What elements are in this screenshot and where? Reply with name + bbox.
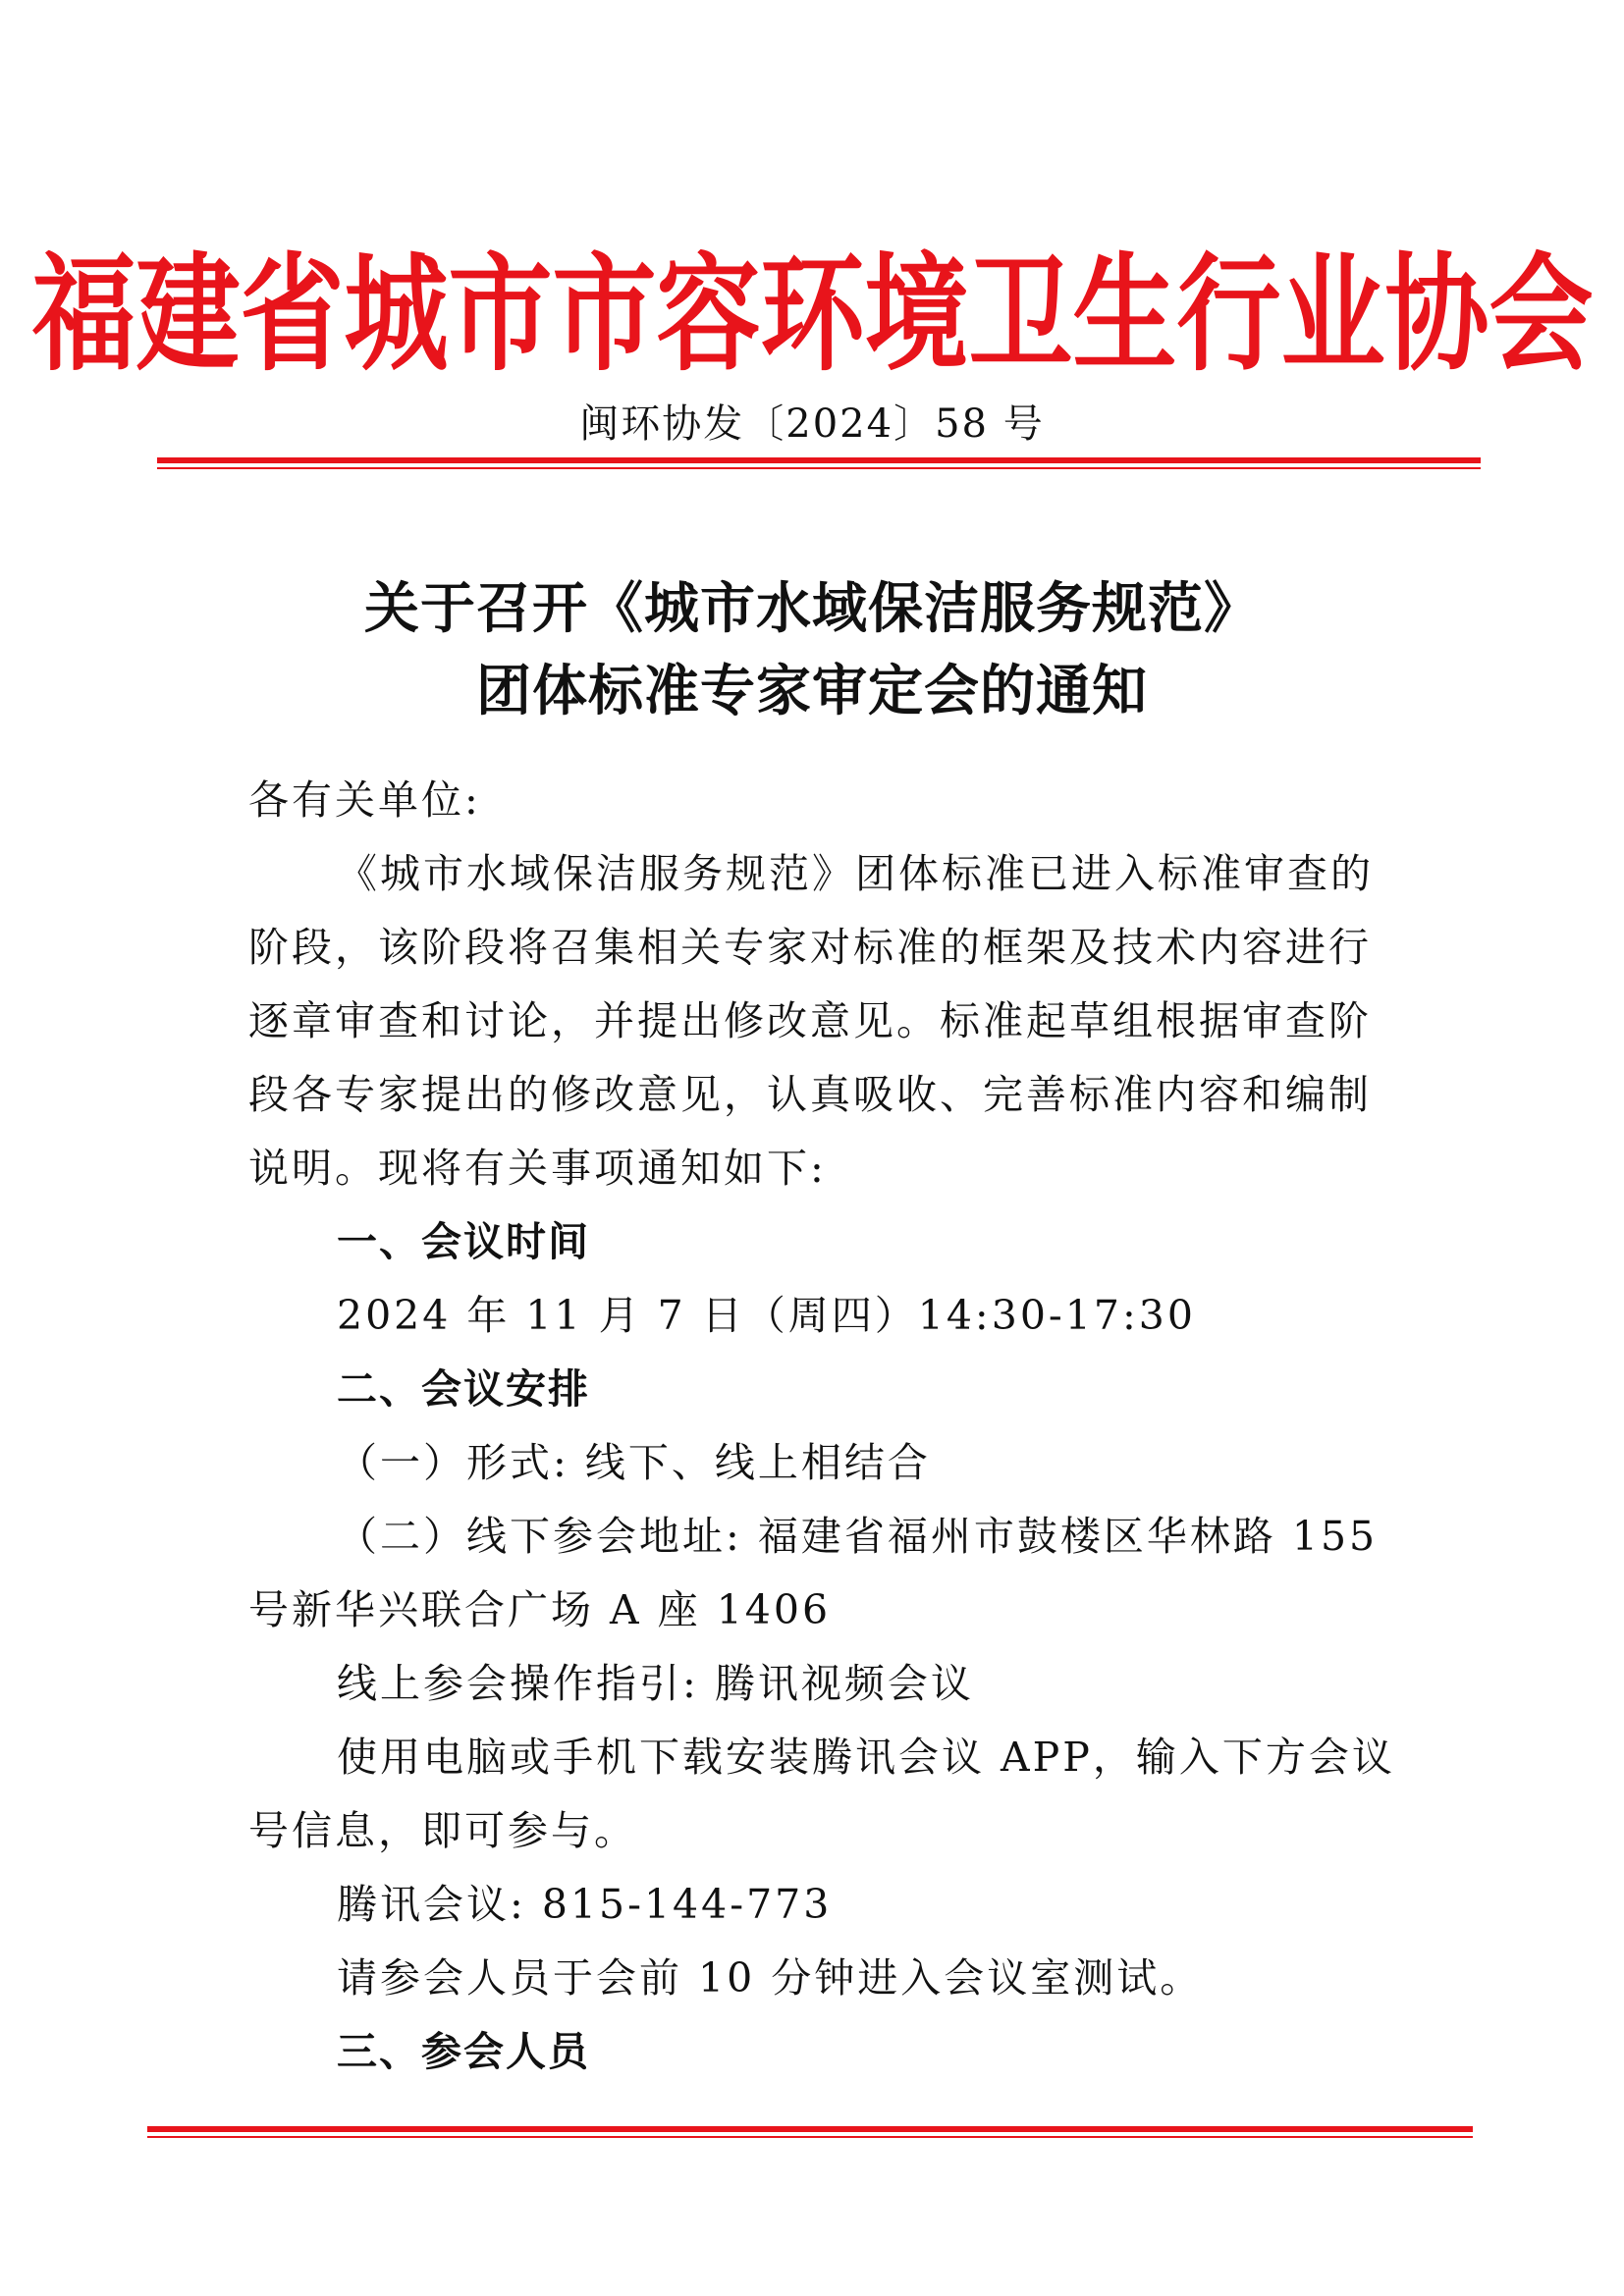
meeting-id: 腾讯会议: 815-144-773: [337, 1881, 833, 1928]
notice-title-line-1: 关于召开《城市水域保洁服务规范》: [364, 576, 1260, 641]
address-line-2: 号新华兴联合广场 A 座 1406: [248, 1586, 832, 1633]
intro-line-3: 逐章审查和讨论，并提出修改意见。标准起草组根据审查阶: [248, 997, 1372, 1044]
section-1-heading: 一、会议时间: [337, 1218, 590, 1265]
test-note: 请参会人员于会前 10 分钟进入会议室测试。: [337, 1954, 1204, 2002]
address-line-1: （二）线下参会地址: 福建省福州市鼓楼区华林路 155: [337, 1513, 1379, 1560]
meeting-time: 2024 年 11 月 7 日（周四）14:30-17:30: [337, 1292, 1196, 1339]
organization-letterhead: 福建省城市市容环境卫生行业协会: [31, 240, 1594, 389]
footer-divider-thick: [147, 2126, 1473, 2132]
intro-line-4: 段各专家提出的修改意见，认真吸收、完善标准内容和编制: [248, 1071, 1372, 1118]
intro-line-2: 阶段，该阶段将召集相关专家对标准的框架及技术内容进行: [248, 924, 1372, 971]
intro-line-1: 《城市水域保洁服务规范》团体标准已进入标准审查的: [337, 850, 1374, 897]
online-guide: 线上参会操作指引: 腾讯视频会议: [337, 1660, 974, 1707]
salutation: 各有关单位:: [248, 776, 481, 824]
instructions-line-2: 号信息，即可参与。: [248, 1807, 637, 1854]
notice-title-line-2: 团体标准专家审定会的通知: [476, 659, 1148, 723]
footer-divider-thin: [147, 2136, 1473, 2138]
section-3-heading: 三、参会人员: [337, 2028, 590, 2075]
meeting-format: （一）形式: 线下、线上相结合: [337, 1439, 931, 1486]
header-divider-thick: [157, 457, 1481, 463]
document-number: 闽环协发〔2024〕58 号: [579, 401, 1045, 447]
instructions-line-1: 使用电脑或手机下载安装腾讯会议 APP，输入下方会议: [337, 1734, 1395, 1781]
section-2-heading: 二、会议安排: [337, 1365, 590, 1413]
intro-line-5: 说明。现将有关事项通知如下:: [248, 1145, 827, 1192]
header-divider-thin: [157, 467, 1481, 469]
